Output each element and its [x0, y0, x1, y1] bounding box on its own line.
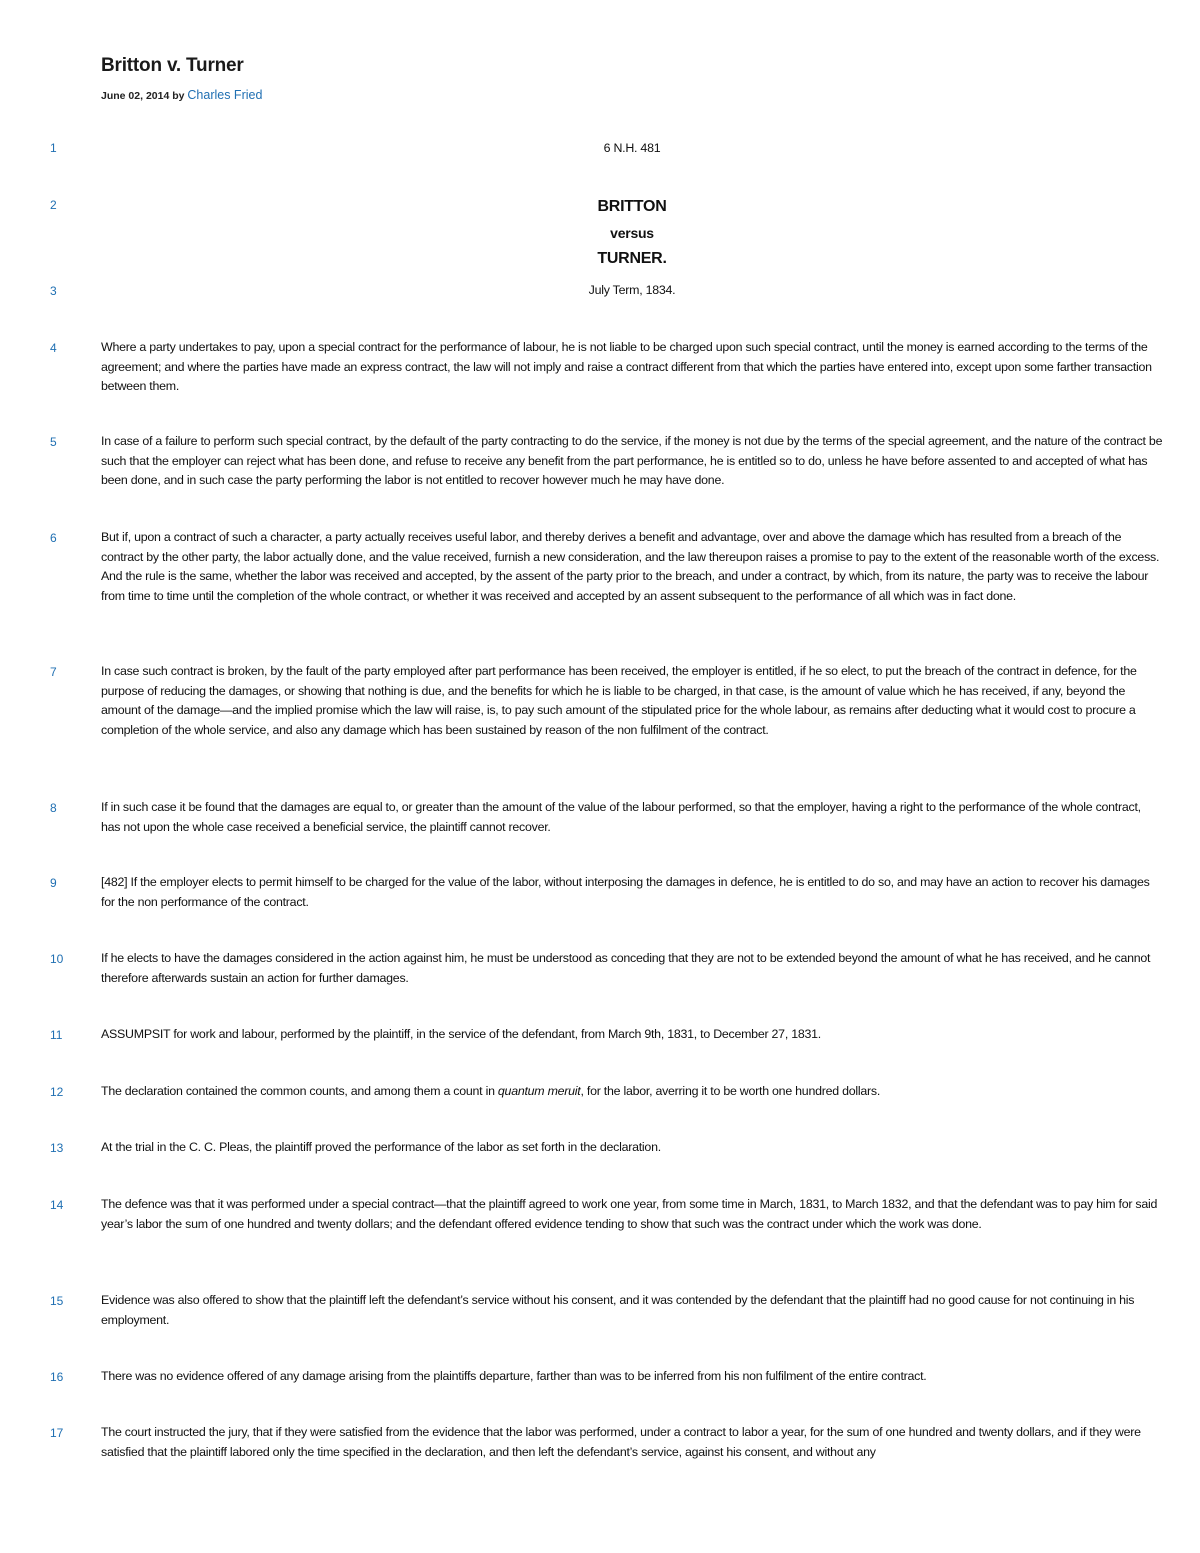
page-title: Britton v. Turner	[101, 55, 244, 76]
paragraph-text-part: , for the labor, averring it to be worth one hundred dollars.	[580, 1084, 881, 1098]
paragraph-text: If he elects to have the damages considered in the action against him, he must be understood as conceding that they are not to be extended beyond the amount of what he has received, and he cannot therefore afterwards sustain an action for further damages.	[101, 951, 1151, 985]
paragraph-number-link[interactable]: 9	[50, 876, 57, 890]
paragraph-number-link[interactable]: 5	[50, 435, 57, 449]
paragraph-text: The defence was that it was performed under a special contract—that the plaintiff agreed to work one year, from some time in March, 1831, to March 1832, and that the defendant was to pay him for said year’s labor the sum of one hundred and twenty dollars; and the defendant offered evidence tending to show that such was the contract under which the work was done.	[101, 1197, 1158, 1231]
paragraph-number-link[interactable]: 16	[50, 1370, 64, 1384]
author-link[interactable]: Charles Fried	[187, 88, 263, 102]
paragraph-text-part: The declaration contained the common counts, and among them a count in	[101, 1084, 498, 1098]
latin-term: quantum meruit	[497, 1084, 581, 1098]
paragraph-number-link[interactable]: 4	[50, 341, 57, 355]
paragraph-number-link[interactable]: 17	[50, 1426, 64, 1440]
paragraph-text: In case of a failure to perform such special contract, by the default of the party contracting to do the service, if the money is not due by the terms of the special agreement, and the nature of the contract be such that the employer can reject what has been done, and refuse to receive any benefit from the part performance, he is entitled so to do, unless he have before assented to and accepted of what has been done, and in such case the party performing the labor is not entitled to recover however much he may have done.	[101, 434, 1163, 487]
publish-date: June 02, 2014 by	[101, 90, 185, 102]
case-caption	[101, 194, 1163, 272]
paragraph-number-link[interactable]: 6	[50, 531, 57, 545]
paragraph-text: [482] If the employer elects to permit himself to be charged for the value of the labor, without interposing the damages in defence, he is entitled to do so, and may have an action to recover his damages for the non performance of the contract.	[101, 875, 1150, 909]
paragraph-text: Where a party undertakes to pay, upon a special contract for the performance of labour, he is not liable to be charged upon such special contract, until the money is earned according to the terms of the agreement; and where the parties have made an express contract, the law will not imply and raise a contract different from that which the parties have entered into, except upon some farther transaction between them.	[101, 340, 1152, 393]
paragraph-text: If in such case it be found that the damages are equal to, or greater than the amount of the value of the labour performed, so that the employer, having a right to the performance of the whole contract, has not upon the whole case received a beneficial service, the plaintiff cannot recover.	[101, 800, 1141, 834]
caption-defendant: TURNER.	[597, 250, 667, 267]
paragraph-number-link[interactable]: 3	[50, 284, 57, 298]
paragraph-text: In case such contract is broken, by the fault of the party employed after part performance has been received, the employer is entitled, if he so elect, to put the breach of the contract in defence, for the purpose of reducing the damages, or showing that nothing is due, and the benefits for which he is liable to be charged, in that case, is the amount of value which he has received, if any, beyond the amount of the damage—and the implied promise which the law will raise, is, to pay such amount of the stipulated price for the whole labour, as remains after deducting what it would cost to procure a completion of the whole service, and also any damage which has been sustained by reason of the non fulfilment of the contract.	[101, 664, 1137, 737]
caption-versus: versus	[610, 225, 654, 241]
paragraph-number-link[interactable]: 12	[50, 1085, 64, 1099]
citation: 6 N.H. 481	[603, 141, 661, 155]
paragraph-number-link[interactable]: 10	[50, 952, 64, 966]
paragraph-number-link[interactable]: 7	[50, 665, 57, 679]
paragraph-text: But if, upon a contract of such a character, a party actually receives useful labor, and thereby derives a benefit and advantage, over and above the damage which has resulted from a breach of the contract by the other party, the labor actually done, and the value received, furnish a new consideration, and the law thereupon raises a promise to pay to the extent of the reasonable worth of the excess. And the rule is the same, whether the labor was received and accepted, by the assent of the party prior to the breach, and under a contract, by which, from its nature, the party was to receive the labour from time to time until the completion of the whole contract, or whether it was received and accepted by an assent subsequent to the performance of all which was in fact done.	[101, 530, 1160, 603]
paragraph-number-link[interactable]: 1	[50, 141, 57, 155]
caption-plaintiff: BRITTON	[597, 198, 667, 215]
paragraph-number-link[interactable]: 8	[50, 801, 57, 815]
paragraph-number-link[interactable]: 11	[50, 1028, 63, 1042]
paragraph-text	[101, 1082, 1163, 1102]
paragraph-text: The court instructed the jury, that if they were satisfied from the evidence that the labor was performed, under a contract to labor a year, for the sum of one hundred and twenty dollars, and if they were satisfied that the plaintiff labored only the time specified in the declaration, and then left the defendant’s service, against his consent, and without any	[101, 1425, 1141, 1459]
paragraph-number-link[interactable]: 15	[50, 1294, 64, 1308]
paragraph-number-link[interactable]: 13	[50, 1141, 64, 1155]
paragraph-text: At the trial in the C. C. Pleas, the plaintiff proved the performance of the labor as set forth in the declaration.	[101, 1140, 661, 1154]
paragraph-number-link[interactable]: 2	[50, 198, 57, 212]
term: July Term, 1834.	[588, 283, 676, 297]
paragraph-number-link[interactable]: 14	[50, 1198, 64, 1212]
paragraph-text: ASSUMPSIT for work and labour, performed by the plaintiff, in the service of the defendant, from March 9th, 1831, to December 27, 1831.	[101, 1027, 821, 1041]
byline	[101, 88, 262, 102]
paragraph-text: There was no evidence offered of any damage arising from the plaintiffs departure, farther than was to be inferred from his non fulfilment of the entire contract.	[101, 1369, 927, 1383]
paragraph-text: Evidence was also offered to show that the plaintiff left the defendant’s service without his consent, and it was contended by the defendant that the plaintiff had no good cause for not continuing in his employment.	[101, 1293, 1135, 1327]
